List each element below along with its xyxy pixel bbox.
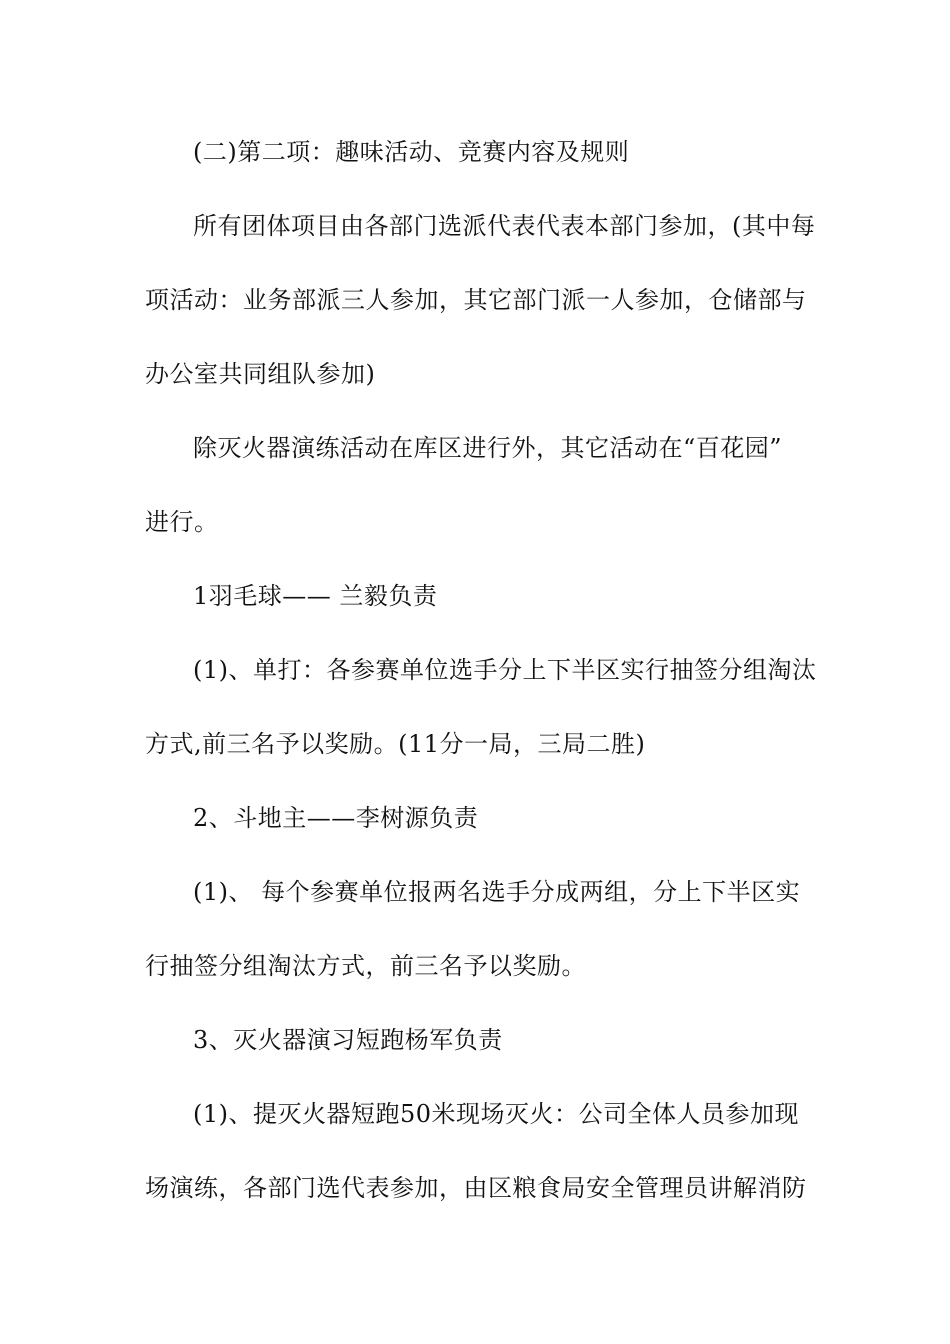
paragraph-line: (1)、单打：各参赛单位选手分上下半区实行抽签分组淘汰 xyxy=(193,656,817,684)
paragraph-line: 所有团体项目由各部门选派代表代表本部门参加，(其中每 xyxy=(193,212,816,240)
item-heading: 1羽毛球—— 兰毅负责 xyxy=(193,582,438,610)
paragraph-line: 方式,前三名予以奖励。(11分一局，三局二胜) xyxy=(145,730,646,758)
paragraph-line: 行抽签分组淘汰方式，前三名予以奖励。 xyxy=(145,952,586,980)
paragraph-line: 除灭火器演练活动在库区进行外，其它活动在“百花园” xyxy=(193,434,783,462)
paragraph-line: (1)、提灭火器短跑50米现场灭火：公司全体人员参加现 xyxy=(193,1100,800,1128)
item-heading: 3、灭火器演习短跑杨军负责 xyxy=(193,1026,503,1054)
item-heading: 2、斗地主——李树源负责 xyxy=(193,804,479,832)
paragraph-line: 场演练，各部门选代表参加，由区粮食局安全管理员讲解消防 xyxy=(145,1174,807,1202)
paragraph-line: (1)、 每个参赛单位报两名选手分成两组，分上下半区实 xyxy=(193,878,801,906)
section-heading: (二)第二项：趣味活动、竞赛内容及规则 xyxy=(193,138,630,166)
paragraph-line: 项活动：业务部派三人参加，其它部门派一人参加，仓储部与 xyxy=(145,286,807,314)
paragraph-line: 办公室共同组队参加) xyxy=(145,360,376,388)
paragraph-line: 进行。 xyxy=(145,508,219,536)
